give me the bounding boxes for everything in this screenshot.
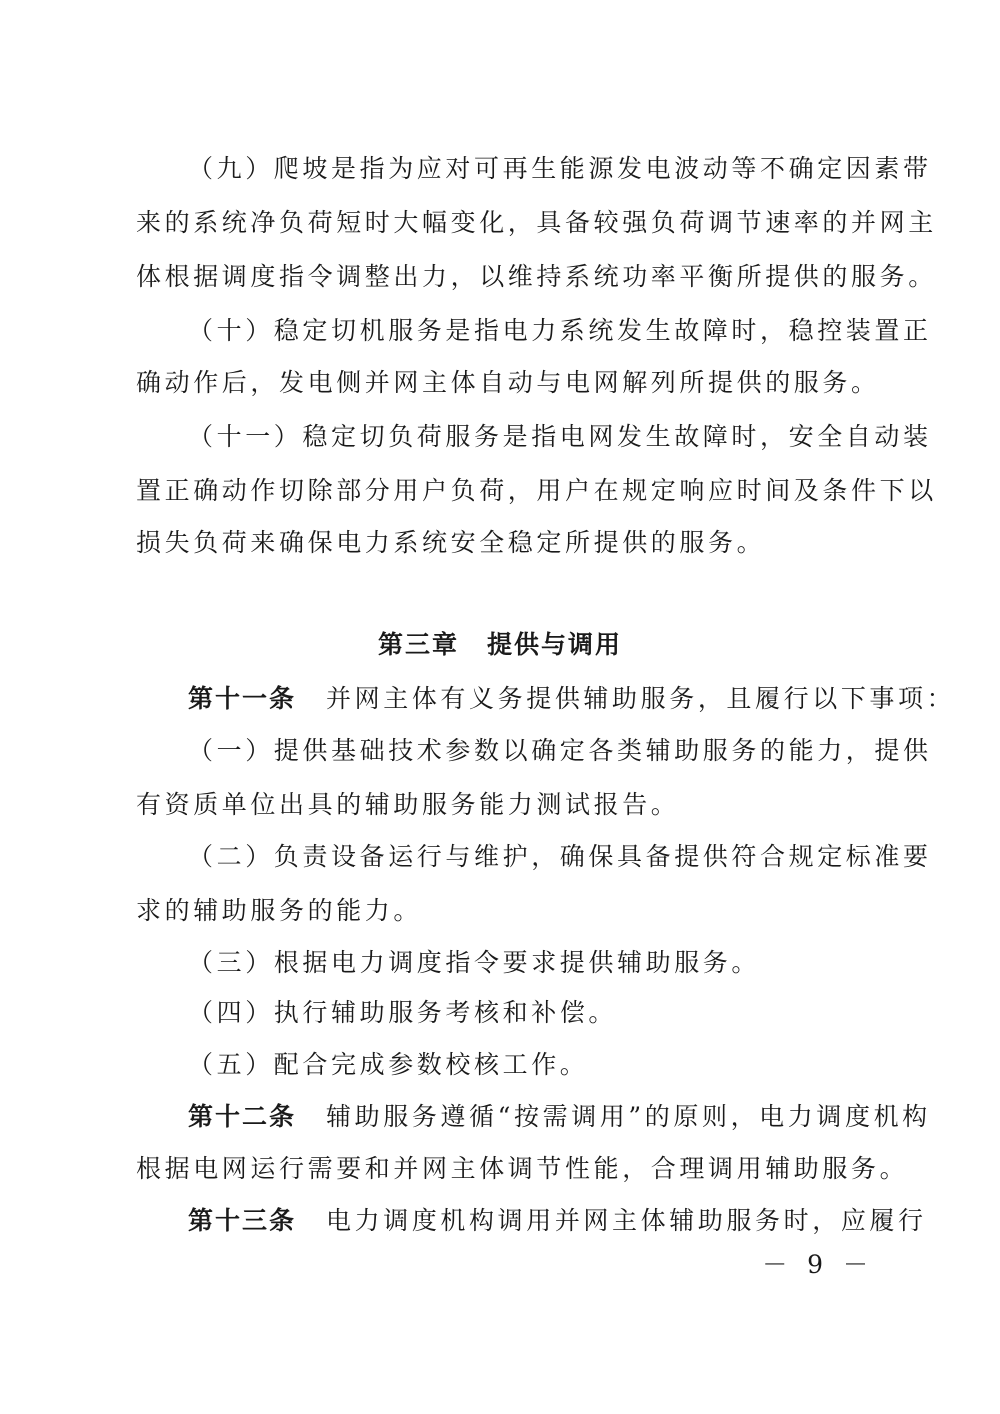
article-label: 第十二条 [188,1102,297,1131]
chapter-heading [0,628,1000,662]
list-item-line [0,788,1000,822]
list-item-line [0,894,1000,928]
paragraph-line [0,152,1000,186]
text-line: （三）根据电力调度指令要求提供辅助服务。 [188,948,761,977]
paragraph-line [0,366,1000,400]
text-line: 根据电网运行需要和并网主体调节性能，合理调用辅助服务。 [136,1154,909,1183]
text-line: （九）爬坡是指为应对可再生能源发电波动等不确定因素带 [188,154,932,183]
text-line: （一）提供基础技术参数以确定各类辅助服务的能力，提供 [188,736,932,765]
article-label: 第十三条 [188,1206,297,1235]
text-line: 损失负荷来确保电力系统安全稳定所提供的服务。 [136,528,766,557]
text-line: 求的辅助服务的能力。 [136,896,423,925]
article-12-line [0,1152,1000,1186]
text-line: 来的系统净负荷短时大幅变化，具备较强负荷调节速率的并网主 [136,208,937,237]
paragraph-line [0,526,1000,560]
article-13-line [0,1204,1000,1238]
article-text: 电力调度机构调用并网主体辅助服务时，应履行 [326,1206,927,1235]
list-item-line [0,840,1000,874]
list-item-line [0,1048,1000,1082]
chapter-number: 第三章 [377,630,459,659]
page-number: － 9 － [762,1250,874,1279]
article-11-line [0,682,1000,716]
article-12-line [0,1100,1000,1134]
text-line: 有资质单位出具的辅助服务能力测试报告。 [136,790,680,819]
chapter-title: 提供与调用 [487,630,623,659]
text-line: （二）负责设备运行与维护，确保具备提供符合规定标准要 [188,842,932,871]
text-line: （十一）稳定切负荷服务是指电网发生故障时，安全自动装 [188,422,932,451]
paragraph-line [0,474,1000,508]
article-text: 并网主体有义务提供辅助服务，且履行以下事项： [326,684,956,713]
paragraph-line [0,260,1000,294]
list-item-line [0,996,1000,1030]
text-line: 体根据调度指令调整出力，以维持系统功率平衡所提供的服务。 [136,262,937,291]
list-item-line [0,734,1000,768]
text-line: 置正确动作切除部分用户负荷，用户在规定响应时间及条件下以 [136,476,937,505]
article-text: 辅助服务遵循“按需调用”的原则，电力调度机构 [326,1102,931,1131]
paragraph-line [0,420,1000,454]
list-item-line [0,946,1000,980]
text-line: （十）稳定切机服务是指电力系统发生故障时，稳控装置正 [188,316,932,345]
text-line: （四）执行辅助服务考核和补偿。 [188,998,618,1027]
text-line: 确动作后，发电侧并网主体自动与电网解列所提供的服务。 [136,368,880,397]
paragraph-line [0,206,1000,240]
paragraph-line [0,314,1000,348]
article-label: 第十一条 [188,684,297,713]
text-line: （五）配合完成参数校核工作。 [188,1050,589,1079]
